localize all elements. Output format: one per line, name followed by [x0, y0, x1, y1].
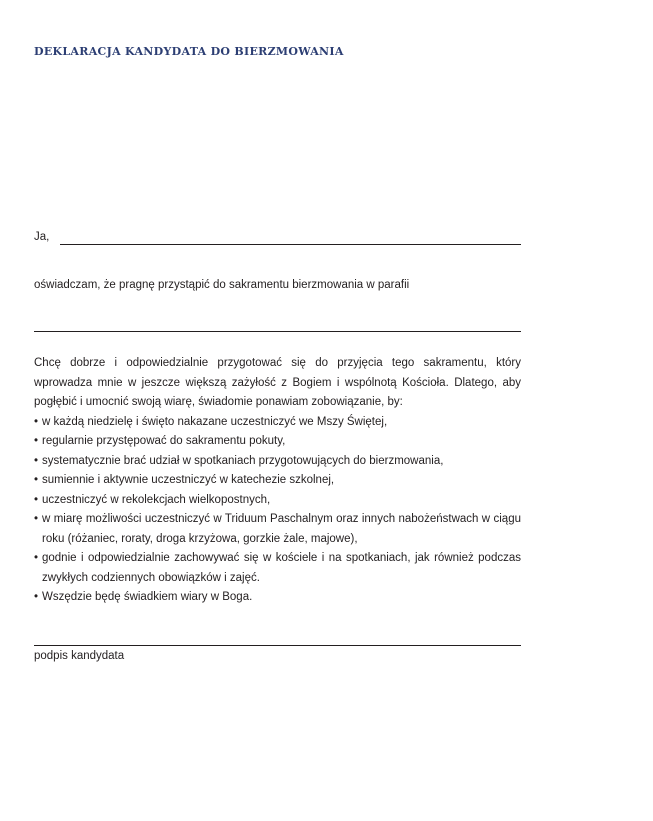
signature-label: podpis kandydata — [34, 650, 125, 662]
intro-paragraph: Chcę dobrze i odpowiedzialnie przygotować się do przyjęcia tego sakramentu, który wprowadza mnie w jeszcze większą zażyłość z Bogiem i wspólnotą Kościoła. Dlatego, aby pogłębić i umocnić swoją wiarę, świadomie ponawiam zobowiązanie, by: — [34, 357, 521, 408]
commitment-item: • systematycznie brać udział w spotkaniach przygotowujących do bierzmowania, — [34, 452, 521, 472]
name-fill-line[interactable] — [60, 244, 521, 245]
commitment-item: • Wszędzie będę świadkiem wiary w Boga. — [34, 588, 521, 608]
commitment-item: • w każdą niedzielę i święto nakazane uczestniczyć we Mszy Świętej, — [34, 413, 521, 433]
commitment-item: • regularnie przystępować do sakramentu pokuty, — [34, 432, 521, 452]
commitment-item: • w miarę możliwości uczestniczyć w Triduum Paschalnym oraz innych nabożeństwach w ciągu roku (różaniec, roraty, droga krzyżowa, gorzkie żale, majowe), — [34, 510, 521, 549]
commitment-item: • sumiennie i aktywnie uczestniczyć w katechezie szkolnej, — [34, 471, 521, 491]
commitment-list — [34, 413, 521, 608]
name-label: Ja, — [34, 231, 50, 243]
declaration-text: oświadczam, że pragnę przystąpić do sakramentu bierzmowania w parafii — [34, 279, 410, 291]
parish-fill-line[interactable] — [34, 331, 521, 332]
commitment-item: • uczestniczyć w rekolekcjach wielkopostnych, — [34, 491, 521, 511]
commitment-item: • godnie i odpowiedzialnie zachowywać się w kościele i na spotkaniach, jak również podczas zwykłych codziennych obowiązków i zajęć. — [34, 549, 521, 588]
signature-line[interactable] — [34, 645, 521, 646]
document-title: DEKLARACJA KANDYDATA DO BIERZMOWANIA — [34, 45, 344, 58]
commitment-section — [34, 354, 521, 608]
